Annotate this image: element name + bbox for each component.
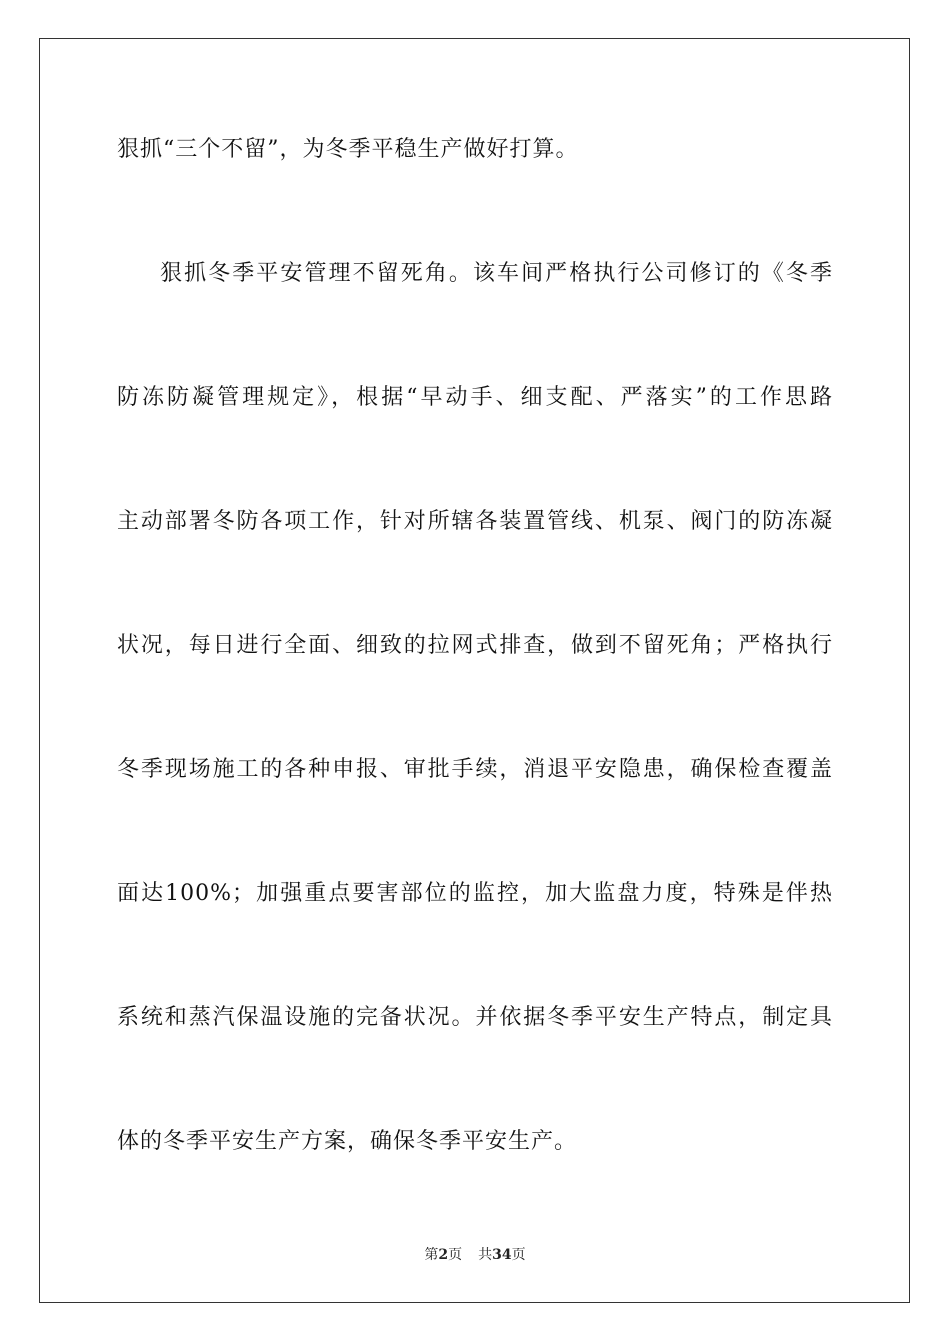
- total-prefix: 共: [478, 1247, 493, 1263]
- paragraph-line-1: 狠抓“三个不留”，为冬季平稳生产做好打算。: [117, 137, 579, 162]
- paragraph-line-6: 冬季现场施工的各种申报、审批手续，消退平安隐患，确保检查覆盖: [117, 757, 833, 782]
- page-suffix: 页: [448, 1247, 463, 1263]
- page-frame: [39, 38, 910, 1303]
- paragraph-line-8: 系统和蒸汽保温设施的完备状况。并依据冬季平安生产特点，制定具: [117, 1005, 833, 1030]
- paragraph-line-5: 状况，每日进行全面、细致的拉网式排查，做到不留死角；严格执行: [117, 633, 833, 658]
- paragraph-line-9: 体的冬季平安生产方案，确保冬季平安生产。: [117, 1129, 578, 1154]
- paragraph-line-2: 狠抓冬季平安管理不留死角。该车间严格执行公司修订的《冬季: [160, 261, 833, 286]
- page-number: 2: [438, 1247, 449, 1263]
- paragraph-line-3: 防冻防凝管理规定》，根据“早动手、细支配、严落实”的工作思路: [117, 385, 833, 410]
- page-prefix: 第: [424, 1247, 439, 1263]
- total-suffix: 页: [511, 1247, 526, 1263]
- paragraph-line-7: 面达100%；加强重点要害部位的监控，加大监盘力度，特殊是伴热: [117, 881, 833, 906]
- page-footer: [0, 1246, 950, 1264]
- total-pages: 34: [492, 1247, 512, 1263]
- paragraph-line-4: 主动部署冬防各项工作，针对所辖各装置管线、机泵、阀门的防冻凝: [117, 509, 833, 534]
